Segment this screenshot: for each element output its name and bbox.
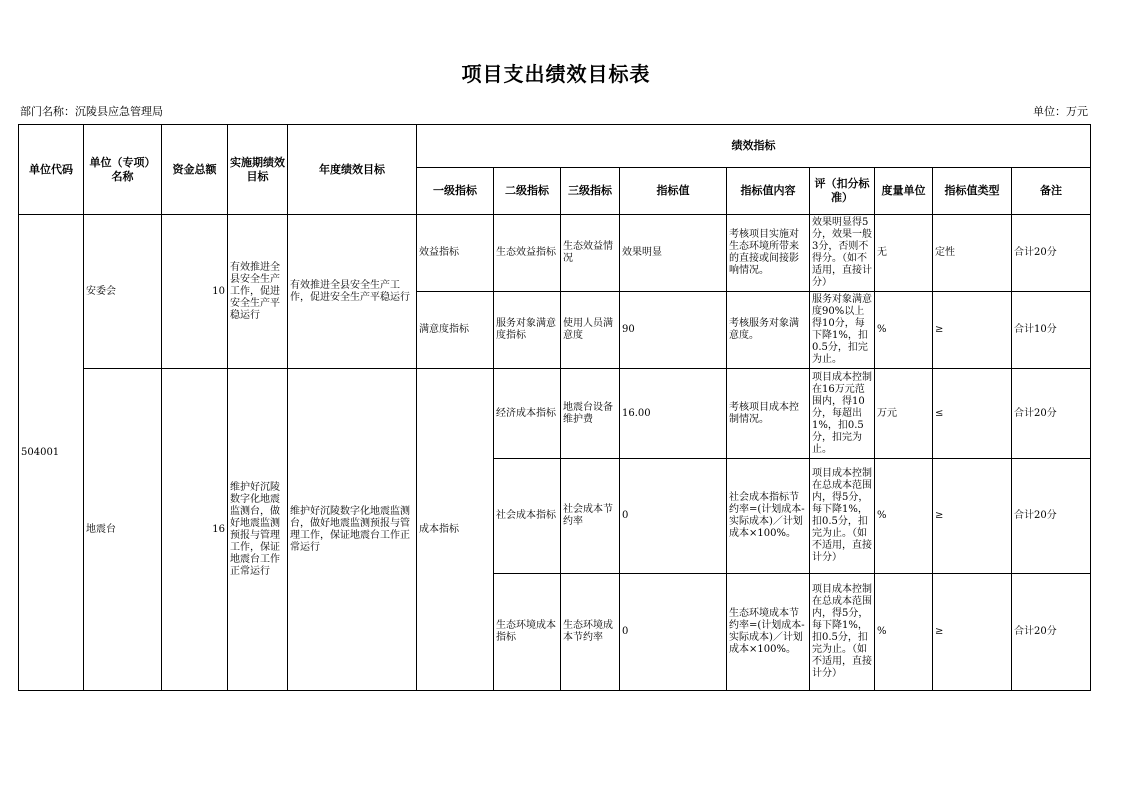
remark-cell: 合计20分 — [1012, 369, 1091, 459]
header-period-goal: 实施期绩效目标 — [228, 125, 288, 215]
header-value-type: 指标值类型 — [933, 168, 1012, 215]
header-indicator-content: 指标值内容 — [727, 168, 810, 215]
header-scoring: 评（扣分标准） — [810, 168, 875, 215]
indicator-content-cell: 生态环境成本节约率=(计划成本-实际成本)／计划成本×100%。 — [727, 574, 810, 691]
project-amount-cell: 10 — [162, 215, 228, 369]
header-level3: 三级指标 — [561, 168, 620, 215]
indicator-value-cell: 0 — [620, 459, 727, 574]
header-indicator-value: 指标值 — [620, 168, 727, 215]
level2-cell: 生态环境成本指标 — [494, 574, 561, 691]
level2-cell: 社会成本指标 — [494, 459, 561, 574]
level1-cell: 效益指标 — [417, 215, 494, 292]
remark-cell: 合计20分 — [1012, 459, 1091, 574]
value-type-cell: ≥ — [933, 292, 1012, 369]
period-goal-cell: 有效推进全县安全生产工作，促进安全生产平稳运行 — [228, 215, 288, 369]
level2-cell: 经济成本指标 — [494, 369, 561, 459]
project-name-cell: 安委会 — [84, 215, 162, 369]
indicator-value-cell: 效果明显 — [620, 215, 727, 292]
period-goal-cell: 维护好沉陵数字化地震监测台，做好地震监测预报与管理工作，保证地震台工作正常运行 — [228, 369, 288, 691]
project-name-cell: 地震台 — [84, 369, 162, 691]
indicator-value-cell: 16.00 — [620, 369, 727, 459]
remark-cell: 合计20分 — [1012, 215, 1091, 292]
remark-cell: 合计10分 — [1012, 292, 1091, 369]
unit-code-cell: 504001 — [19, 215, 84, 691]
header-unit-name: 单位（专项）名称 — [84, 125, 162, 215]
page-title: 项目支出绩效目标表 — [461, 62, 651, 86]
department-name: 部门名称：沉陵县应急管理局 — [20, 105, 163, 118]
value-type-cell: 定性 — [933, 215, 1012, 292]
indicator-content-cell: 考核项目实施对生态环境所带来的直接或间接影响情况。 — [727, 215, 810, 292]
annual-goal-cell: 有效推进全县安全生产工作，促进安全生产平稳运行 — [288, 215, 417, 369]
table-row — [19, 369, 1091, 459]
value-type-cell: ≤ — [933, 369, 1012, 459]
value-type-cell: ≥ — [933, 574, 1012, 691]
level2-cell: 生态效益指标 — [494, 215, 561, 292]
level3-cell: 地震台设备维护费 — [561, 369, 620, 459]
scoring-cell: 效果明显得5分，效果一般3分，否则不得分。（如不适用，直接计分） — [810, 215, 875, 292]
header-unit-code: 单位代码 — [19, 125, 84, 215]
scoring-cell: 项目成本控制在总成本范围内，得5分，每下降1%，扣0.5分，扣完为止。（如不适用，直接计分） — [810, 574, 875, 691]
table-row — [19, 215, 1091, 292]
measure-unit-cell: % — [875, 292, 933, 369]
header-measure-unit: 度量单位 — [875, 168, 933, 215]
project-amount-cell: 16 — [162, 369, 228, 691]
scoring-cell: 项目成本控制在16万元范围内，得10分，每超出1%，扣0.5分，扣完为止。 — [810, 369, 875, 459]
level1-cell: 成本指标 — [417, 369, 494, 691]
scoring-cell: 项目成本控制在总成本范围内，得5分，每下降1%，扣0.5分，扣完为止。（如不适用，直接计分） — [810, 459, 875, 574]
currency-unit: 单位：万元 — [1033, 105, 1088, 118]
header-total-funds: 资金总额 — [162, 125, 228, 215]
level3-cell: 生态效益情况 — [561, 215, 620, 292]
annual-goal-cell: 维护好沉陵数字化地震监测台，做好地震监测预报与管理工作，保证地震台工作正常运行 — [288, 369, 417, 691]
header-performance-indicators: 绩效指标 — [417, 125, 1091, 168]
indicator-value-cell: 90 — [620, 292, 727, 369]
header-level2: 二级指标 — [494, 168, 561, 215]
header-level1: 一级指标 — [417, 168, 494, 215]
indicator-content-cell: 考核项目成本控制情况。 — [727, 369, 810, 459]
header-annual-goal: 年度绩效目标 — [288, 125, 417, 215]
performance-table — [18, 124, 1091, 691]
indicator-value-cell: 0 — [620, 574, 727, 691]
indicator-content-cell: 社会成本指标节约率=(计划成本-实际成本)／计划成本×100%。 — [727, 459, 810, 574]
level3-cell: 社会成本节约率 — [561, 459, 620, 574]
measure-unit-cell: % — [875, 574, 933, 691]
remark-cell: 合计20分 — [1012, 574, 1091, 691]
measure-unit-cell: % — [875, 459, 933, 574]
measure-unit-cell: 万元 — [875, 369, 933, 459]
level1-cell: 满意度指标 — [417, 292, 494, 369]
measure-unit-cell: 无 — [875, 215, 933, 292]
level2-cell: 服务对象满意度指标 — [494, 292, 561, 369]
header-remarks: 备注 — [1012, 168, 1091, 215]
scoring-cell: 服务对象满意度90%以上得10分，每下降1%，扣0.5分，扣完为止。 — [810, 292, 875, 369]
level3-cell: 使用人员满意度 — [561, 292, 620, 369]
indicator-content-cell: 考核服务对象满意度。 — [727, 292, 810, 369]
value-type-cell: ≥ — [933, 459, 1012, 574]
level3-cell: 生态环境成本节约率 — [561, 574, 620, 691]
